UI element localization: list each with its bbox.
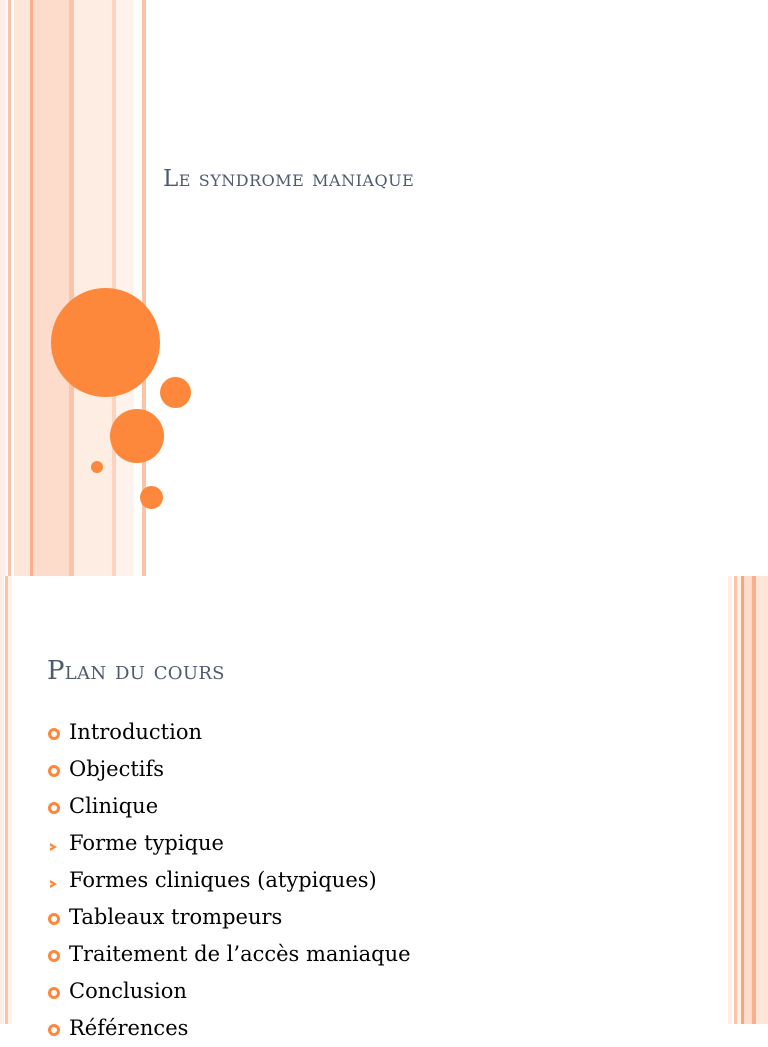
list-item-text: Objectifs	[69, 757, 165, 781]
decorative-circle-tiny	[91, 461, 103, 473]
list-item	[46, 1010, 411, 1047]
decorative-circle-small	[160, 377, 191, 408]
decorative-stripes-left	[0, 576, 12, 1024]
ring-bullet-icon	[48, 728, 60, 740]
list-item	[46, 862, 411, 899]
list-item	[46, 714, 411, 751]
list-item-text: Introduction	[69, 720, 202, 744]
ring-bullet-icon	[48, 802, 60, 814]
decorative-circle-medium	[110, 409, 164, 463]
ring-bullet-icon	[48, 1024, 60, 1036]
decorative-stripes-right	[728, 576, 768, 1024]
decorative-circle-small	[140, 486, 163, 509]
list-item-text: Références	[69, 1016, 189, 1040]
arrow-bullet-icon	[50, 843, 57, 851]
ring-bullet-icon	[48, 913, 60, 925]
list-item-text: Forme typique	[69, 831, 224, 855]
ring-bullet-icon	[48, 987, 60, 999]
list-item	[46, 825, 411, 862]
slide-title: Plan du cours	[47, 656, 225, 686]
outline-slide	[0, 576, 768, 1040]
ring-bullet-icon	[48, 765, 60, 777]
list-item	[46, 973, 411, 1010]
list-item	[46, 899, 411, 936]
list-item-text: Conclusion	[69, 979, 187, 1003]
list-item-text: Traitement de l’accès maniaque	[69, 942, 411, 966]
list-item-text: Tableaux trompeurs	[69, 905, 283, 929]
decorative-circle-large	[51, 288, 160, 397]
slide-title: Le syndrome maniaque	[163, 166, 415, 192]
arrow-bullet-icon	[50, 880, 57, 888]
list-item	[46, 751, 411, 788]
ring-bullet-icon	[48, 950, 60, 962]
decorative-stripes-left	[0, 0, 150, 576]
list-item	[46, 788, 411, 825]
course-outline-list	[46, 714, 411, 1047]
list-item	[46, 936, 411, 973]
list-item-text: Clinique	[69, 794, 159, 818]
list-item-text: Formes cliniques (atypiques)	[69, 868, 377, 892]
